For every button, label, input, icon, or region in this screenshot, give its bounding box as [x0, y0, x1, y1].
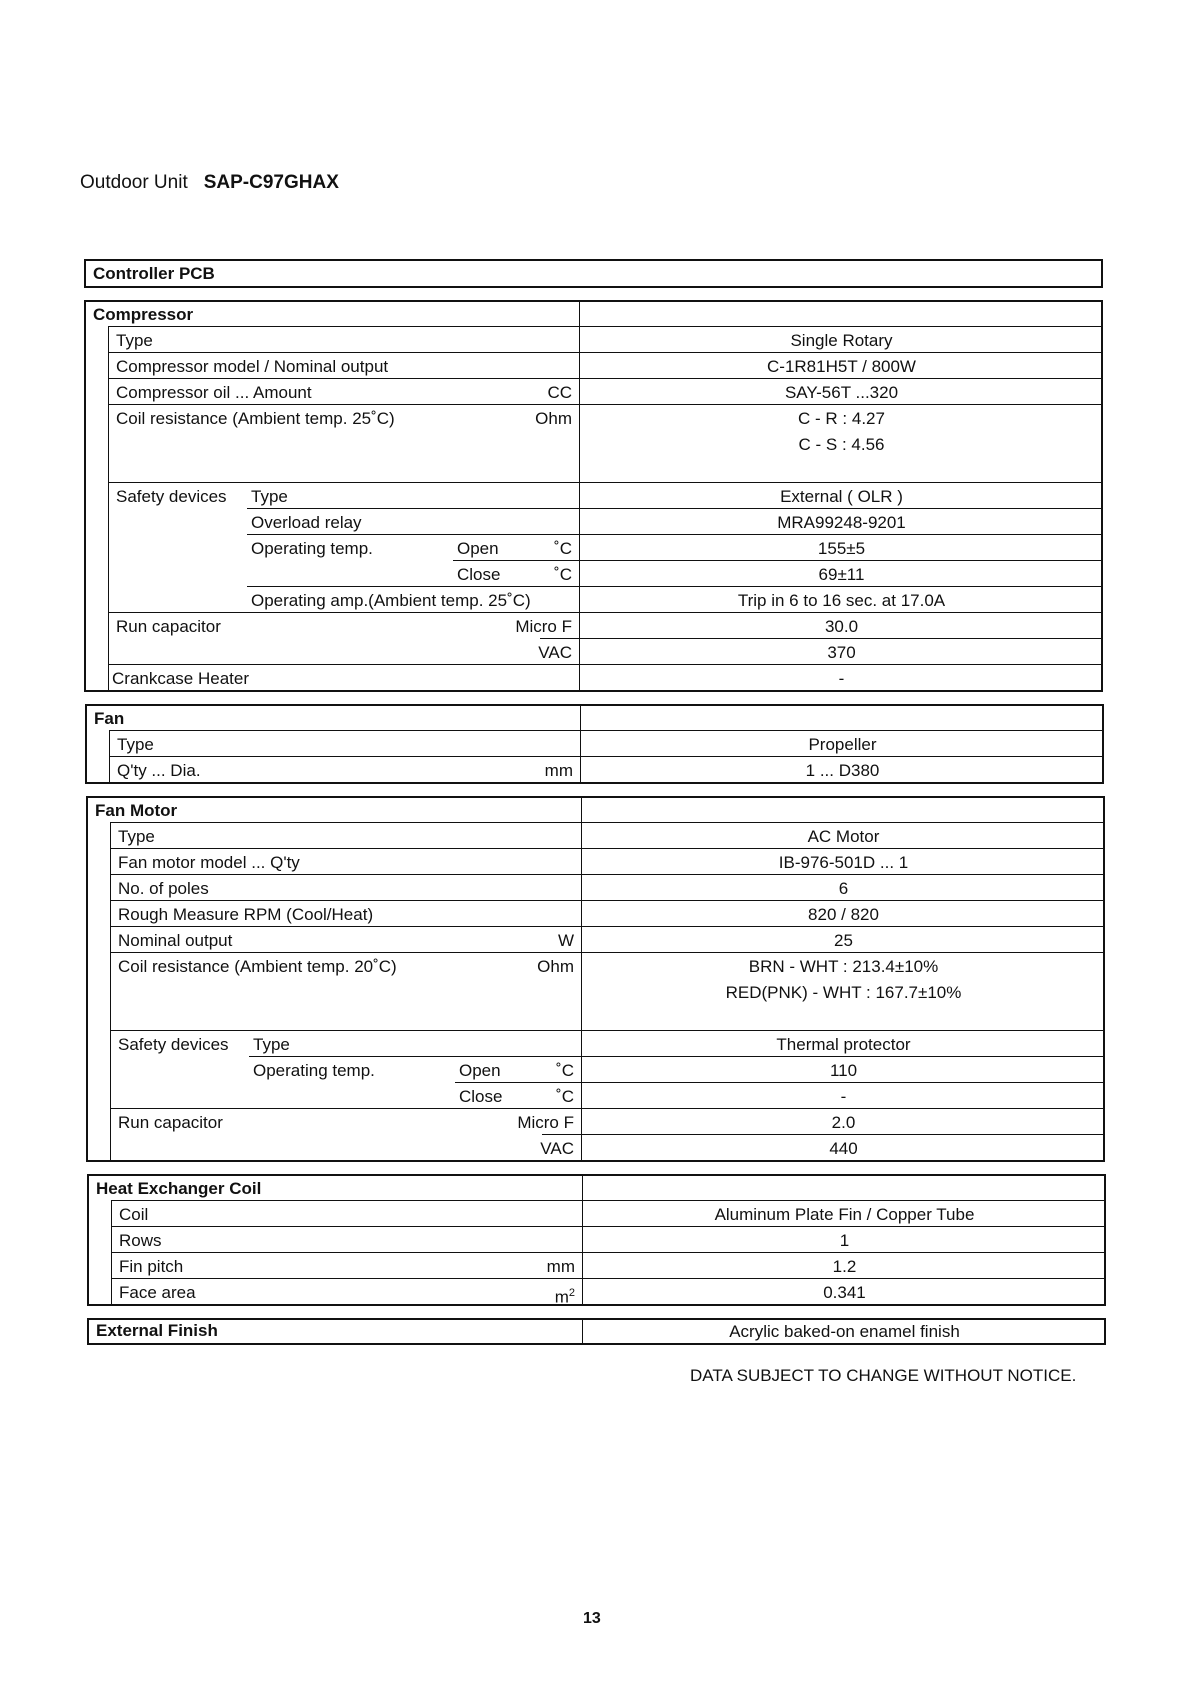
- compressor-type-value: Single Rotary: [790, 331, 893, 350]
- compressor-open-unit: ˚C: [554, 539, 572, 558]
- fan-motor-model-label: Fan motor model ... Q'ty: [118, 853, 300, 872]
- fan-motor-runcap-label: Run capacitor: [118, 1113, 223, 1132]
- fan-qty-unit: mm: [544, 761, 573, 780]
- compressor-runcap-unit-vac: VAC: [538, 643, 572, 662]
- heat-exchanger-title: Heat Exchanger Coil: [96, 1179, 262, 1198]
- heat-exchanger-pitch-label: Fin pitch: [119, 1257, 184, 1276]
- heat-exchanger-rows-value: 1: [839, 1231, 850, 1250]
- compressor-safety-type-value: External ( OLR ): [780, 487, 903, 506]
- fan-motor-safety-type-value: Thermal protector: [776, 1035, 911, 1054]
- compressor-runcap-value-microf: 30.0: [824, 617, 859, 636]
- compressor-open-label: Open: [457, 539, 499, 558]
- fan-motor-coil-label: Coil resistance (Ambient temp. 20˚C): [118, 957, 397, 976]
- compressor-opamp-value: Trip in 6 to 16 sec. at 17.0A: [737, 591, 946, 610]
- fan-motor-safety-type-label: Type: [253, 1035, 290, 1054]
- fan-motor-safety-label: Safety devices: [118, 1035, 229, 1054]
- compressor-relay-label: Overload relay: [251, 513, 362, 532]
- finish-value: Acrylic baked-on enamel finish: [729, 1322, 960, 1341]
- fan-motor-output-value: 25: [834, 931, 853, 950]
- fan-motor-runcap-unit-vac: VAC: [540, 1139, 574, 1158]
- fan-motor-poles-value: 6: [838, 879, 849, 898]
- area-unit-exponent: 2: [568, 1287, 575, 1299]
- compressor-close-value: 69±11: [818, 565, 865, 584]
- compressor-model-value: C-1R81H5T / 800W: [767, 357, 916, 376]
- compressor-optemp-label: Operating temp.: [251, 539, 373, 558]
- heat-exchanger-rows-label: Rows: [119, 1231, 162, 1250]
- finish-title: External Finish: [96, 1321, 218, 1340]
- compressor-coil-label: Coil resistance (Ambient temp. 25˚C): [116, 409, 395, 428]
- fan-motor-close-unit: ˚C: [556, 1087, 574, 1106]
- heat-exchanger-area-label: Face area: [119, 1283, 196, 1302]
- fan-motor-rpm-label: Rough Measure RPM (Cool/Heat): [118, 905, 374, 924]
- heat-exchanger-area-unit: [473, 1283, 575, 1308]
- heat-exchanger-pitch-value: 1.2: [832, 1257, 857, 1276]
- fan-motor-open-unit: ˚C: [556, 1061, 574, 1080]
- disclaimer-note: DATA SUBJECT TO CHANGE WITHOUT NOTICE.: [690, 1366, 1077, 1385]
- fan-motor-runcap-value-microf: 2.0: [831, 1113, 856, 1132]
- compressor-coil-value-cr: C - R : 4.27: [798, 409, 885, 428]
- heat-exchanger-area-value: 0.341: [823, 1283, 866, 1302]
- compressor-runcap-label: Run capacitor: [116, 617, 221, 636]
- compressor-runcap-unit-microf: Micro F: [515, 617, 572, 636]
- fan-motor-optemp-label: Operating temp.: [253, 1061, 375, 1080]
- fan-motor-close-label: Close: [459, 1087, 503, 1106]
- fan-qty-label: Q'ty ... Dia.: [117, 761, 201, 780]
- page-number: 13: [583, 1610, 601, 1627]
- fan-motor-type-value: AC Motor: [807, 827, 880, 846]
- fan-motor-coil-value-red: RED(PNK) - WHT : 167.7±10%: [725, 983, 962, 1002]
- compressor-close-label: Close: [457, 565, 501, 584]
- compressor-close-unit: ˚C: [554, 565, 572, 584]
- heat-exchanger-coil-value: Aluminum Plate Fin / Copper Tube: [714, 1205, 975, 1224]
- fan-qty-value: 1 ... D380: [805, 761, 880, 780]
- compressor-coil-value-cs: C - S : 4.56: [798, 435, 885, 454]
- compressor-heater-label: Crankcase Heater: [112, 669, 250, 688]
- compressor-coil-unit: Ohm: [535, 409, 572, 428]
- area-unit-base: m: [554, 1287, 569, 1307]
- controller-title: Controller PCB: [93, 264, 215, 283]
- compressor-oil-unit: CC: [547, 383, 572, 402]
- compressor-title: Compressor: [93, 305, 194, 324]
- compressor-safety-type-label: Type: [251, 487, 288, 506]
- fan-motor-coil-value-brn: BRN - WHT : 213.4±10%: [748, 957, 939, 976]
- fan-motor-type-label: Type: [118, 827, 155, 846]
- fan-motor-runcap-value-vac: 440: [829, 1139, 858, 1158]
- heat-exchanger-coil-label: Coil: [119, 1205, 149, 1224]
- fan-motor-close-value: -: [840, 1087, 847, 1106]
- fan-motor-coil-unit: Ohm: [537, 957, 574, 976]
- fan-type-label: Type: [117, 735, 154, 754]
- fan-motor-poles-label: No. of poles: [118, 879, 209, 898]
- fan-motor-rpm-value: 820 / 820: [808, 905, 879, 924]
- header-label: Outdoor Unit: [80, 172, 188, 193]
- compressor-heater-value: -: [838, 669, 845, 688]
- compressor-model-label: Compressor model / Nominal output: [116, 357, 389, 376]
- fan-motor-output-label: Nominal output: [118, 931, 233, 950]
- compressor-relay-value: MRA99248-9201: [777, 513, 906, 532]
- heat-exchanger-pitch-unit: mm: [546, 1257, 575, 1276]
- fan-motor-model-value: IB-976-501D ... 1: [778, 853, 909, 872]
- compressor-safety-label: Safety devices: [116, 487, 227, 506]
- fan-motor-open-value: 110: [829, 1061, 858, 1080]
- compressor-opamp-label: Operating amp.(Ambient temp. 25˚C): [251, 591, 531, 610]
- fan-title: Fan: [94, 709, 125, 728]
- model-number: SAP-C97GHAX: [203, 172, 339, 193]
- fan-motor-title: Fan Motor: [95, 801, 178, 820]
- compressor-type-label: Type: [116, 331, 153, 350]
- page-header: [80, 172, 339, 194]
- controller-section: [84, 259, 1103, 288]
- fan-motor-runcap-unit-microf: Micro F: [517, 1113, 574, 1132]
- compressor-oil-label: Compressor oil ... Amount: [116, 383, 312, 402]
- fan-motor-open-label: Open: [459, 1061, 501, 1080]
- compressor-oil-value: SAY-56T ...320: [784, 383, 899, 402]
- fan-motor-output-unit: W: [557, 931, 574, 950]
- compressor-open-value: 155±5: [817, 539, 866, 558]
- compressor-runcap-value-vac: 370: [827, 643, 856, 662]
- fan-type-value: Propeller: [808, 735, 877, 754]
